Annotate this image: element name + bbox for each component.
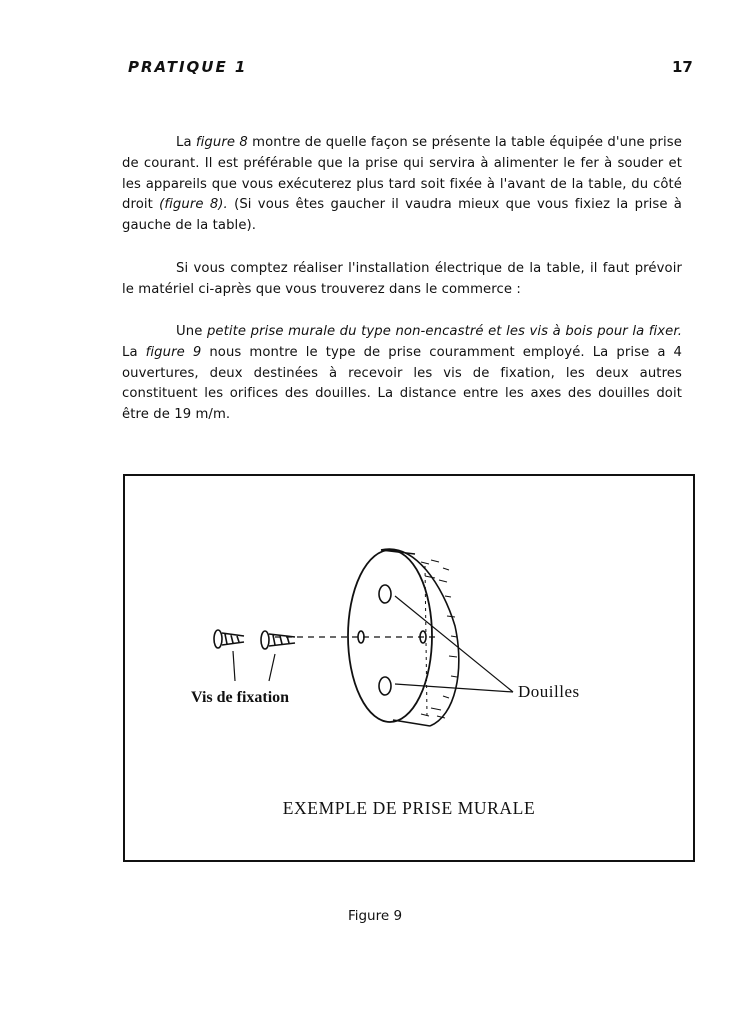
paragraph-segment: montre de quelle façon se présente la table équipée d'une prise de courant. Il est préférable que la prise qui servira à alimenter le fer à souder et les appareils que vous exécuterez plus tard soit fixée à l'avant de la table, du côté droit [122,135,682,213]
screw-1 [214,630,244,648]
paragraph-segment: figure 8 [195,135,248,150]
socket-hole-top [379,585,391,603]
pointer-socket-bottom [395,684,513,692]
paragraph-segment: Si vous comptez réaliser l'installation électrique de la table, il faut prévoir le matériel ci-après que vous trouverez dans le commerce : [122,261,682,297]
figure-caption: EXEMPLE DE PRISE MURALE [282,798,536,818]
page-number: 17 [672,58,693,76]
figure-number: Figure 9 [347,908,403,924]
figure-9-frame [123,474,695,862]
sockets-label: Douilles [518,682,580,701]
paragraph-segment: La [122,344,146,360]
running-header-section: PRATIQUE 1 [128,58,248,76]
paragraph-segment: (figure 8). [159,197,228,213]
paragraph-1 [122,133,682,237]
socket-hole-bottom [379,677,391,695]
pointer-screw-2 [269,654,275,681]
paragraph-segment: petite prise murale du type non-encastré et les vis à bois pour la fixer. [206,324,683,339]
paragraph-segment: nous montre le type de prise couramment employé. La prise a 4 ouvertures, deux destinées à recevoir les vis de fixation, les deux autres constituent les orifices des douilles. La distance entre les axes des douilles doit être de 19 m/m. [122,344,683,423]
screws-label: Vis de fixation [191,689,290,706]
paragraph-segment: Une [176,324,207,339]
pointer-socket-top [395,596,513,692]
paragraph-segment: La [176,135,196,150]
pointer-screw-1 [233,651,235,681]
paragraph-segment: (Si vous êtes gaucher il vaudra mieux que vous fixiez la prise à gauche de la table). [122,197,682,234]
screw-2 [261,631,295,649]
paragraph-3 [122,322,682,426]
paragraph-2 [122,259,682,301]
paragraph-segment: figure 9 [145,344,202,360]
